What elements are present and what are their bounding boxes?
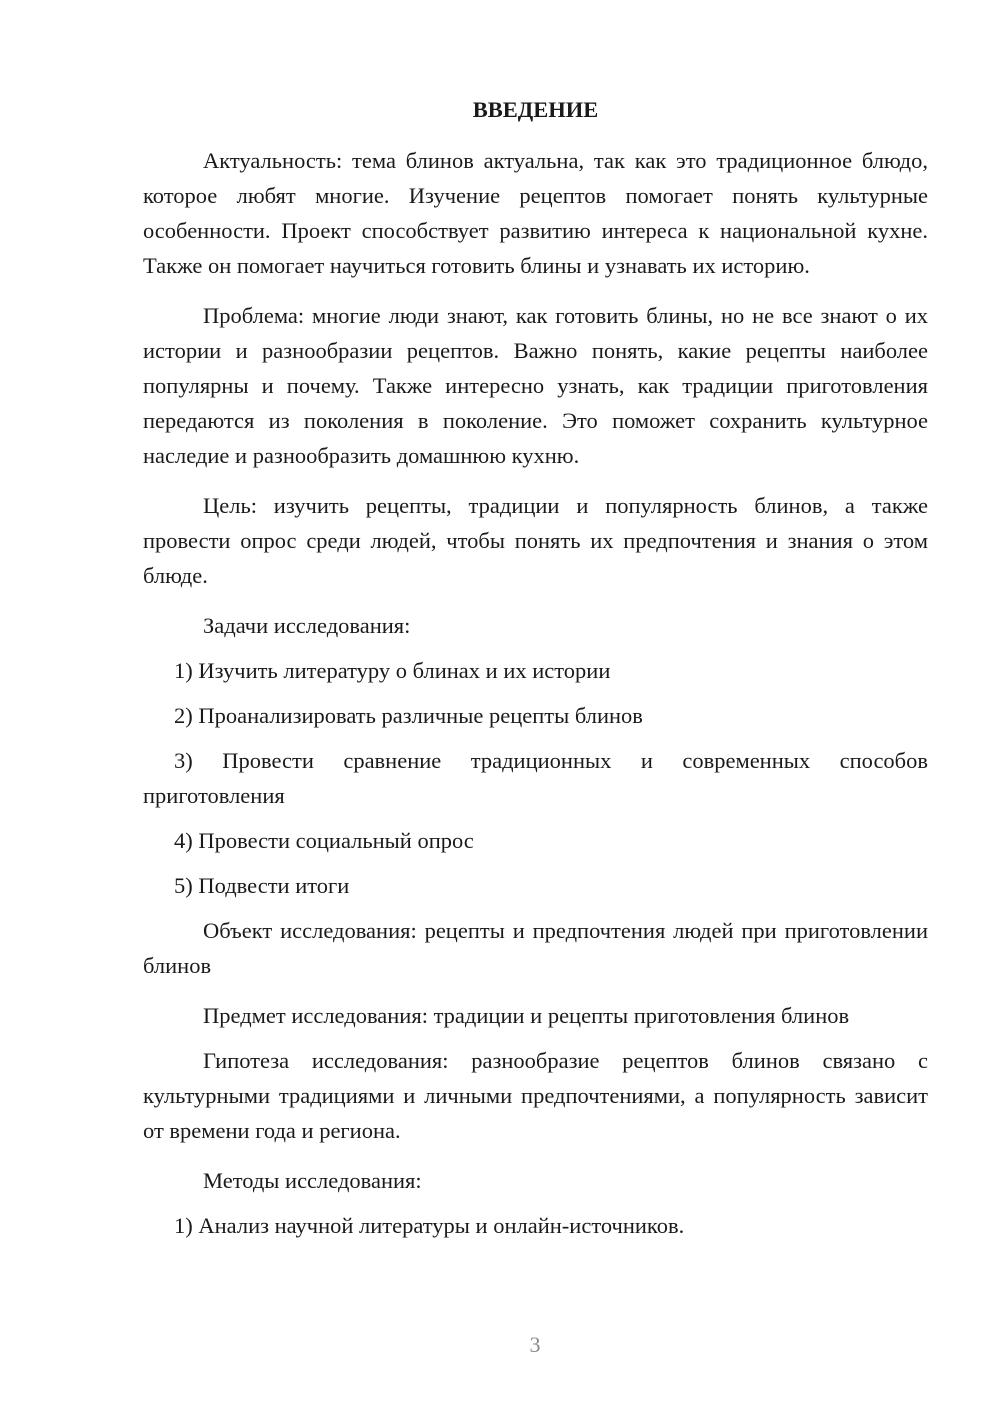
task-item-2: 2) Проанализировать различные рецепты блинов: [174, 703, 643, 728]
object-paragraph: Объект исследования: рецепты и предпочтения людей при приготовлении блинов: [143, 918, 928, 978]
task-item-5: 5) Подвести итоги: [174, 873, 350, 898]
task-item-1: 1) Изучить литературу о блинах и их истории: [174, 658, 611, 683]
method-item-1: 1) Анализ научной литературы и онлайн-источников.: [174, 1213, 685, 1238]
task-item-3: 3) Провести сравнение традиционных и современных способов приготовления: [143, 748, 928, 808]
hypothesis-paragraph: Гипотеза исследования: разнообразие рецептов блинов связано с культурными традициями и личными предпочтениями, а популярность зависит от времени года и региона.: [143, 1048, 928, 1143]
page-number: 3: [529, 1332, 541, 1357]
problem-paragraph: Проблема: многие люди знают, как готовить блины, но не все знают о их истории и разнообразии рецептов. Важно понять, какие рецепты наиболее популярны и почему. Также интересно узнать, как традиции приготовления передаются из поколения в поколение. Это поможет сохранить культурное наследие и разнообразить домашнюю кухню.: [143, 303, 928, 468]
section-title: ВВЕДЕНИЕ: [472, 97, 599, 122]
methods-heading: Методы исследования:: [203, 1168, 422, 1193]
task-item-4: 4) Провести социальный опрос: [174, 828, 474, 853]
document-body: [143, 92, 928, 1253]
goal-paragraph: Цель: изучить рецепты, традиции и популярность блинов, а также провести опрос среди людей, чтобы понять их предпочтения и знания о этом блюде.: [143, 493, 928, 588]
relevance-paragraph: Актуальность: тема блинов актуальна, так как это традиционное блюдо, которое любят многие. Изучение рецептов помогает понять культурные особенности. Проект способствует развитию интереса к национальной кухне. Также он помогает научиться готовить блины и узнавать их историю.: [143, 148, 928, 278]
tasks-heading: Задачи исследования:: [203, 613, 411, 638]
subject-paragraph: Предмет исследования: традиции и рецепты приготовления блинов: [203, 1003, 850, 1028]
